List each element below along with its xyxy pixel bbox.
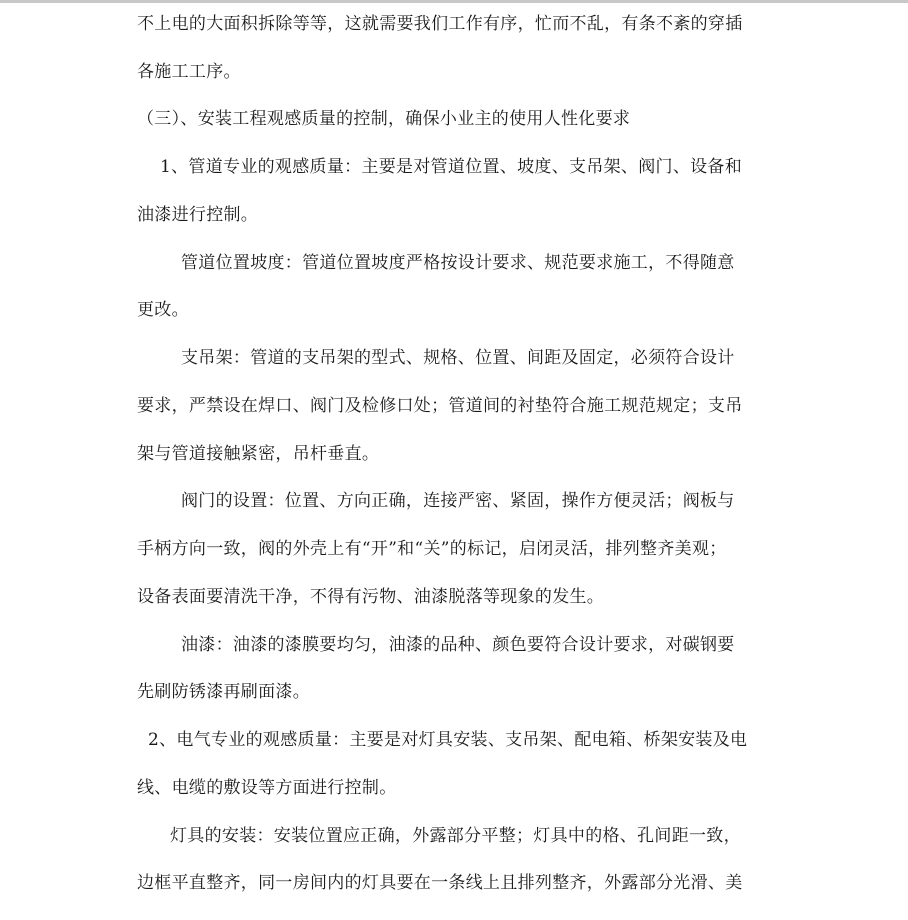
text-line: 灯具的安装：安装位置应正确，外露部分平整；灯具中的格、孔间距一致，: [170, 826, 741, 846]
text-line: 油漆进行控制。: [137, 205, 259, 225]
text-line: 线、电缆的敷设等方面进行控制。: [137, 778, 397, 798]
text-line: 阀门的设置：位置、方向正确，连接严密、紧固，操作方便灵活；阀板与: [181, 491, 735, 511]
text-line: 管道位置坡度：管道位置坡度严格按设计要求、规范要求施工，不得随意: [181, 253, 735, 273]
text-line: 更改。: [137, 300, 189, 320]
text-line: 手柄方向一致，阀的外壳上有“开”和“关”的标记，启闭灵活，排列整齐美观；: [137, 539, 727, 559]
text-line: 边框平直整齐，同一房间内的灯具要在一条线上且排列整齐，外露部分光滑、美: [137, 873, 743, 893]
item-heading: 1、管道专业的观感质量：主要是对管道位置、坡度、支吊架、阀门、设备和: [160, 157, 743, 177]
text-line: 要求，严禁设在焊口、阀门及检修口处；管道间的衬垫符合施工规范规定；支吊: [137, 396, 743, 416]
text-line: 不上电的大面积拆除等等，这就需要我们工作有序，忙而不乱，有条不紊的穿插: [137, 14, 743, 34]
text-line: 各施工工序。: [137, 62, 241, 82]
item-heading: 2、电气专业的观感质量：主要是对灯具安装、支吊架、配电箱、桥架安装及电: [148, 730, 748, 750]
text-line: 设备表面要清洗干净，不得有污物、油漆脱落等现象的发生。: [137, 587, 605, 607]
text-line: 支吊架：管道的支吊架的型式、规格、位置、间距及固定，必须符合设计: [181, 348, 735, 368]
text-line: 先刷防锈漆再刷面漆。: [137, 682, 310, 702]
text-line: 油漆：油漆的漆膜要均匀，油漆的品种、颜色要符合设计要求，对碳钢要: [181, 635, 735, 655]
section-heading: （三）、安装工程观感质量的控制，确保小业主的使用人性化要求: [137, 109, 631, 129]
text-line: 架与管道接触紧密，吊杆垂直。: [137, 444, 380, 464]
